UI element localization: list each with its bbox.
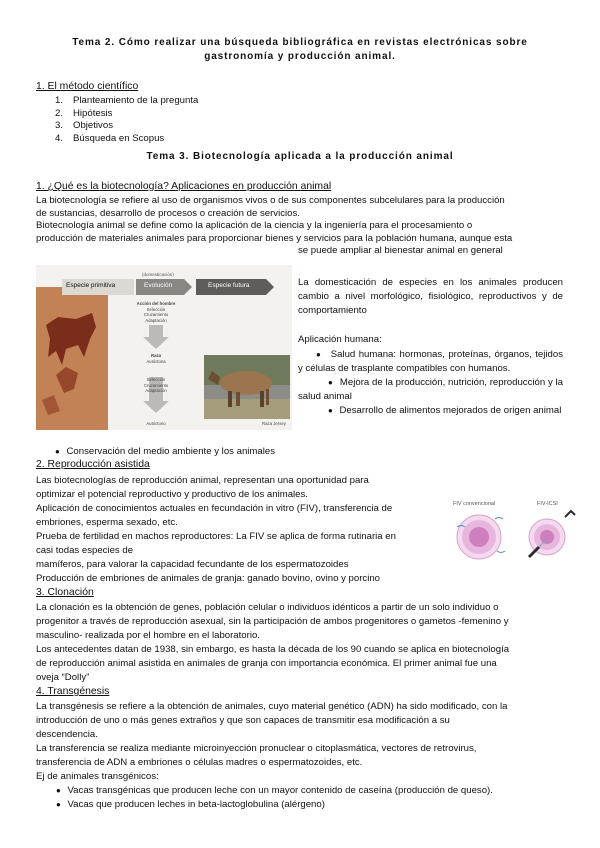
aplicacion-list — [298, 348, 563, 418]
text-line: se puede ampliar al bienestar animal en general — [298, 245, 503, 257]
text-line: La transgénesis se refiere a la obtención de animales, cuyo material genético (ADN) ha sido modificado, con la — [36, 701, 508, 712]
text-line: casi todas especies de — [36, 545, 134, 556]
image-label: FIV convencional — [453, 501, 496, 507]
section-heading-biotecnologia: 1. ¿Qué es la biotecnología? Aplicaciones en producción animal — [36, 181, 332, 192]
metodo-list — [55, 95, 199, 145]
image-label: Adaptación — [145, 317, 167, 323]
list-item: ● Vacas transgénicas que producen leche con un mayor contenido de caseína (producción de queso). — [56, 785, 493, 796]
text-line: progenitor a través de reproducción asexual, sin la participación de ambos progenitores o gametos -femenino y — [36, 616, 509, 627]
image-label: Cruzamiento — [143, 312, 169, 318]
biotec-intro — [36, 195, 566, 258]
text-line: producción de materiales animales para proporcionar bienes y servicios para la población humana, aunque esta — [36, 232, 513, 244]
image-caption-block-3 — [132, 377, 180, 394]
section-heading-clonacion: 3. Clonación — [36, 587, 94, 598]
fiv-image — [443, 487, 577, 567]
image-label: (domesticación) — [142, 272, 174, 277]
image-label: Raza — [150, 353, 162, 358]
image-label: Cruzamiento — [143, 382, 169, 388]
transgenesis-text — [36, 700, 566, 812]
list-item: ● Desarrollo de alimentos mejorados de origen animal — [328, 405, 562, 416]
reproduccion-text — [36, 474, 436, 586]
text-line: transferencia de ADN a embriones o células madres o espermatozoides, etc. — [36, 757, 363, 768]
image-label: Acción del hombre — [136, 301, 176, 306]
text-line: Aplicación de conocimientos actuales en fecundación in vitro (FIV), transferencia de — [36, 503, 393, 514]
list-item: ● Salud humana: hormonas, proteínas, órganos, tejidos y células de trasplante compatibles con humanos. — [298, 349, 563, 374]
text-line: masculino- realizada por el hombre en el laboratorio. — [36, 630, 260, 641]
text-line: Ej de animales transgénicos: — [36, 771, 159, 782]
list-item: 2. Hipótesis — [55, 107, 113, 119]
image-label: Evolución — [144, 282, 173, 289]
text-line: La transferencia se realiza mediante microinyección pronuclear o citoplasmática, vectores de retrovirus, — [36, 743, 477, 754]
image-label: Especie futura — [208, 282, 250, 289]
text-line: mamíferos, para valorar la capacidad fecundante de los espermatozoides — [36, 559, 349, 570]
text-line: introducción de uno o más genes extraños y que son capaces de transmitir esa modificación a su — [36, 715, 450, 726]
text-line: Prueba de fertilidad en machos reproductores: La FIV se aplica de forma rutinaria en — [36, 531, 396, 542]
image-label: FIV-ICSI — [537, 501, 558, 507]
clonacion-text — [36, 601, 566, 685]
image-label: Adaptación — [145, 388, 167, 394]
domesticacion-text: La domesticación de especies en los animales producen cambio a nivel morfológico, fisiológico, reproductivos y de comportamiento — [298, 277, 563, 316]
text-line: de sustancias, desarrollo de procesos o creación de servicios. — [36, 207, 300, 219]
text-line: descendencia. — [36, 729, 98, 740]
list-item: 4. Búsqueda en Scopus — [55, 132, 165, 144]
tema3-title: Tema 3. Biotecnología aplicada a la producción animal — [146, 151, 454, 162]
text-line: Las biotecnologías de reproducción animal, representan una oportunidad para — [36, 475, 369, 486]
tema2-title-line2: gastronomía y producción animal. — [204, 50, 396, 62]
image-label: Raza Jersey — [262, 421, 286, 426]
list-item: ● Mejora de la producción, nutrición, reproducción y la salud animal — [298, 377, 563, 402]
image-label: Autóctona — [146, 358, 166, 364]
list-item: 1. Planteamiento de la pregunta — [55, 95, 199, 106]
text-line: Los antecedentes datan de 1938, sin embargo, es hasta la década de los 90 cuando se aplica en biotecnología — [36, 644, 510, 655]
image-label: Especie primitiva — [66, 282, 116, 289]
text-line: optimizar el potencial reproductivo y productivo de los animales. — [36, 489, 308, 500]
text-line: La clonación es la obtención de genes, población celular o individuos idénticos a partir de un solo individuo o — [36, 602, 499, 613]
section-heading-reproduccion: 2. Reproducción asistida — [36, 459, 150, 470]
section-heading-metodo: 1. El método científico — [36, 81, 139, 92]
image-label: Selección — [146, 306, 166, 312]
text-line: oveja “Dolly” — [36, 672, 90, 683]
text-line: Biotecnología animal se define como la aplicación de la ciencia y la ingeniería para el procesamiento o — [36, 220, 473, 232]
domestication-image — [36, 265, 292, 430]
text-line: embriones, esperma sexado, etc. — [36, 517, 178, 528]
image-caption-block-2 — [132, 353, 180, 364]
list-item: ● Conservación del medio ambiente y los animales — [55, 446, 276, 457]
image-caption-block-1 — [132, 301, 180, 323]
text-line: Producción de embriones de animales de granja: ganado bovino, ovino y porcino — [36, 573, 380, 584]
image-label: Selección — [146, 377, 166, 382]
image-label: Autóctono — [146, 421, 166, 426]
list-item: ● Vacas que producen leches in beta-lactoglobulina (alérgeno) — [56, 799, 325, 810]
tema2-title — [30, 36, 570, 63]
aplicacion-heading: Aplicación humana: — [298, 334, 382, 345]
text-line: La biotecnología se refiere al uso de organismos vivos o de sus componentes subcelulares para la producción — [36, 195, 505, 206]
text-line: de reproducción animal asistida en animales de granja con importancia económica. El primer animal fue una — [36, 658, 497, 669]
section-heading-transgenesis: 4. Transgénesis — [36, 686, 110, 697]
list-item: 3. Objetivos — [55, 120, 113, 132]
tema2-title-line1: Tema 2. Cómo realizar una búsqueda bibliográfica en revistas electrónicas sobre — [72, 37, 528, 48]
